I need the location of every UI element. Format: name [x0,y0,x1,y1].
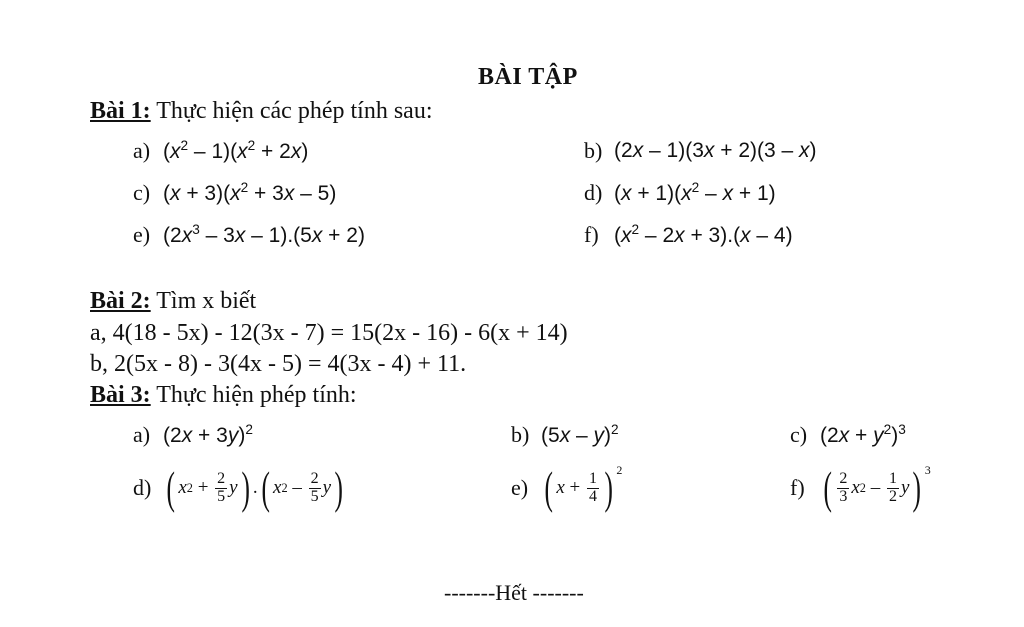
bai3-heading [90,382,357,409]
item-label: a) [133,138,151,163]
math-expression: $(x + 3)(x^2 + 3x - 5)$ [163,180,337,205]
item-label: d) [584,180,603,205]
bai1-label: Bài 1: [90,98,151,124]
bai1-item-c [133,180,336,206]
math-expression: (2x – 1)(3x + 2)(3 – x) [614,139,817,162]
bai1-item-f [584,222,793,248]
bai3-item-c [790,422,906,448]
bai2-label: Bài 2: [90,288,151,314]
item-label: e) [511,475,529,500]
math-expression: ( $\frac{2}{3}$ x 2 – $\frac{1}{2}$ y ) 3 [823,462,931,513]
math-expression: ( x + $\frac{1}{4}$ ) 2 [544,462,623,513]
item-label: d) [133,475,152,500]
math-expression: $(2x^3 - 3x - 1).(5x + 2)$ [163,222,365,247]
math-expression: $(x^2 - 2x + 3).(x - 4)$ [614,222,793,247]
bai1-item-a [133,138,308,164]
item-label: f) [584,222,599,247]
bai3-item-b [511,422,619,448]
item-label: b) [511,422,530,447]
item-label: b) [584,138,603,163]
end-marker: -------Hết ------- [444,580,584,605]
bai3-item-e [511,462,623,513]
bai3-label: Bài 3: [90,382,151,408]
item-label: e) [133,222,151,247]
bai1-heading [90,98,432,125]
bai2-line-b: b, 2(5x - 8) - 3(4x - 5) = 4(3x - 4) + 11. [90,351,467,377]
item-label: c) [133,180,151,205]
math-expression: $(x^2 - 1)(x^2 + 2x)$ [163,138,309,163]
item-label: c) [790,422,808,447]
bai2-line-a: a, 4(18 - 5x) - 12(3x - 7) = 15(2x - 16) - 6(x + 14) [90,320,568,346]
math-expression: ( x 2 + $\frac{2}{5}$ y ) . ( x 2 – $\frac{2}{5}$ y ) [166,462,343,513]
bai2-text: Tìm x biết [150,288,257,314]
bai1-text: Thực hiện các phép tính sau: [150,98,433,124]
item-label: f) [790,475,805,500]
bai3-item-f [790,462,931,513]
math-expression: $(x + 1)(x^2 - x + 1)$ [614,180,776,205]
bai1-item-b [584,138,817,164]
item-label: a) [133,422,151,447]
bai1-item-e [133,222,365,248]
bai3-item-a [133,422,253,448]
math-expression: $(2x + 3y)^2$ [163,422,253,447]
bai1-item-d [584,180,776,206]
page-title: BÀI TẬP [478,64,578,90]
bai2-heading [90,288,256,315]
math-expression: (5x – y)$^2$ [541,422,619,447]
bai3-text: Thực hiện phép tính: [150,382,357,408]
math-expression: $(2x + y^2)^3$ [820,422,906,447]
bai3-item-d [133,462,346,513]
